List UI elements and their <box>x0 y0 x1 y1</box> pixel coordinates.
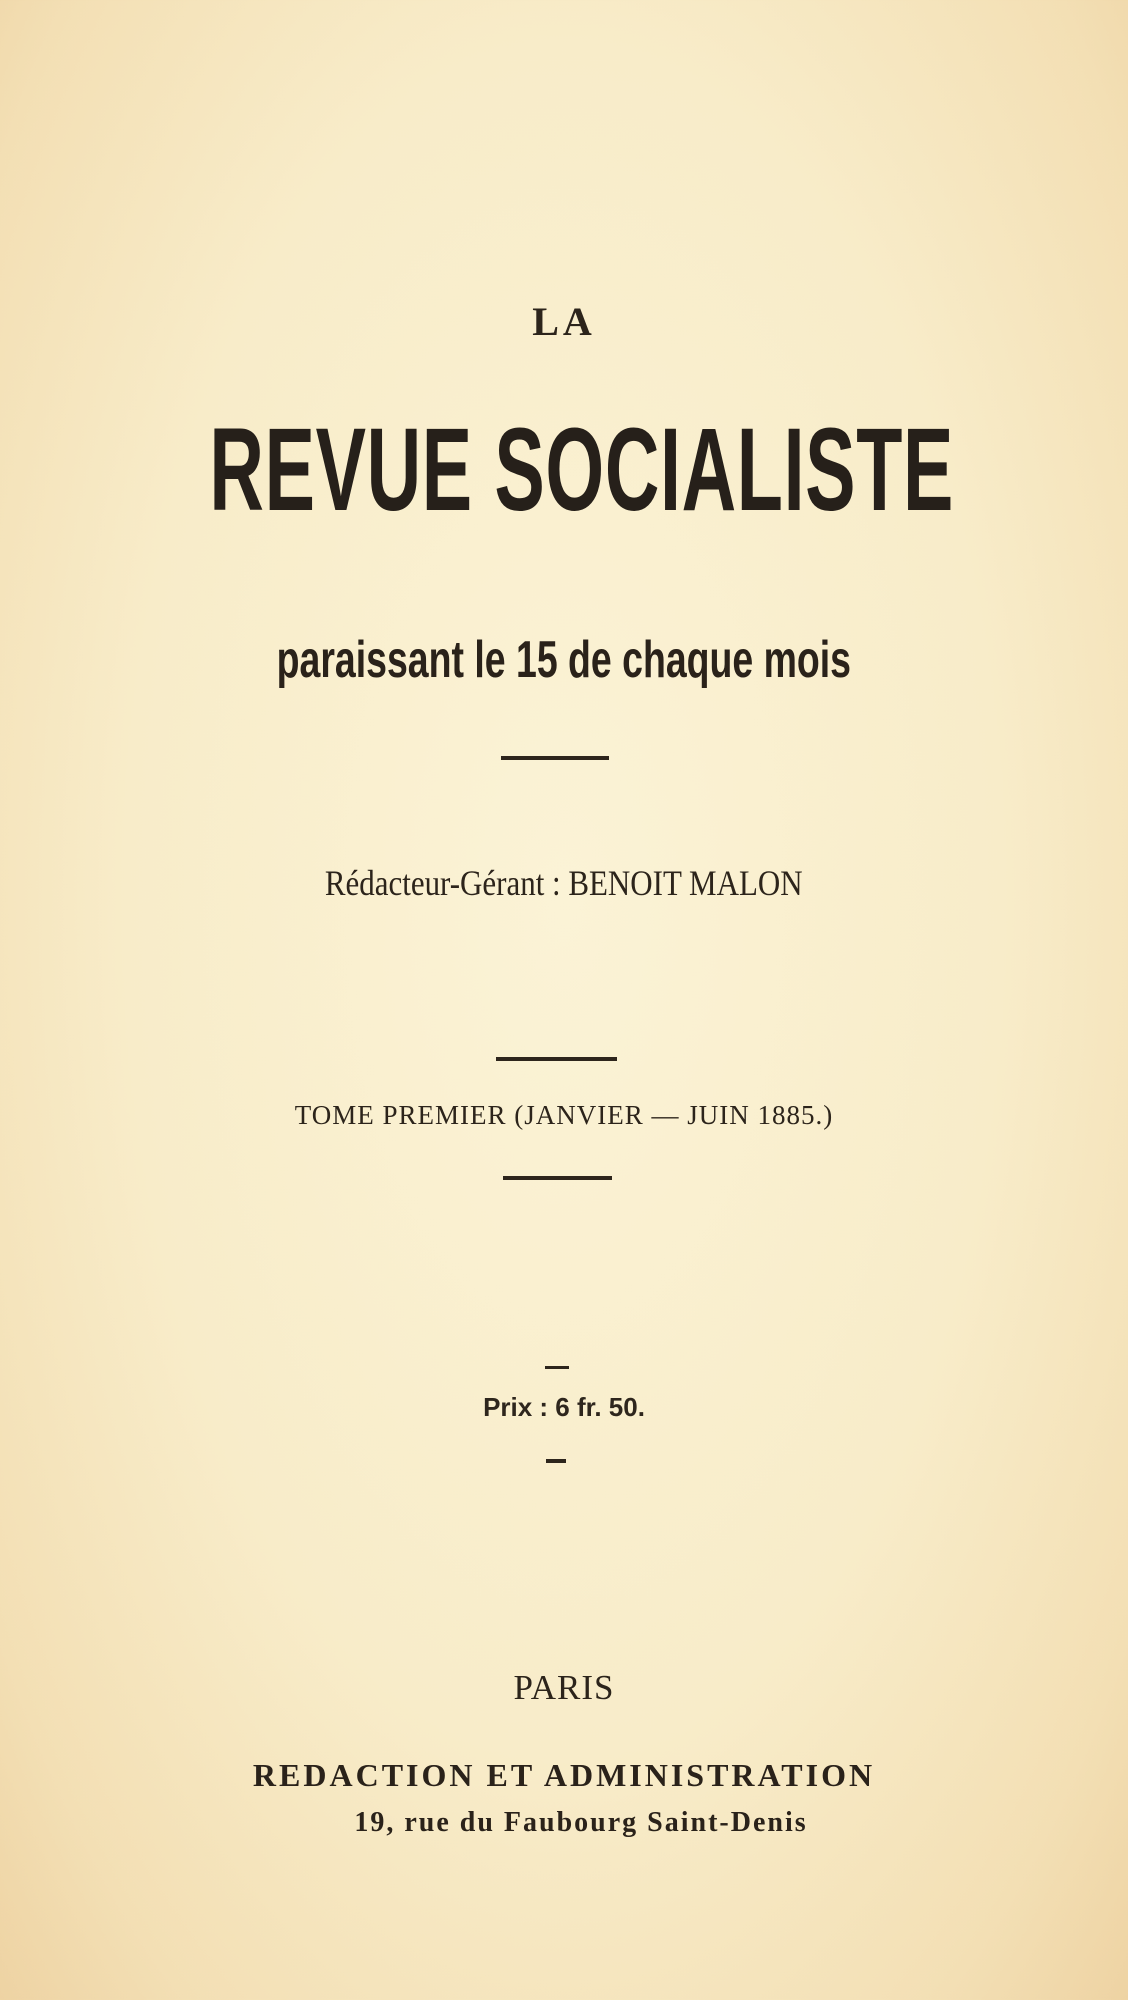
divider-rule <box>501 756 609 760</box>
divider-rule <box>503 1176 612 1180</box>
editor-line-text: Rédacteur-Gérant : BENOIT MALON <box>325 863 803 903</box>
price-line: Prix : 6 fr. 50. <box>483 1392 645 1422</box>
volume-line: TOME PREMIER (JANVIER — JUIN 1885.) <box>294 1100 834 1130</box>
imprint-office: REDACTION ET ADMINISTRATION <box>252 1757 876 1793</box>
journal-title <box>0 405 1128 535</box>
journal-title-text: REVUE SOCIALISTE <box>209 404 954 536</box>
divider-rule <box>496 1057 617 1061</box>
editor-line <box>0 862 1128 904</box>
publication-frequency <box>0 630 1128 690</box>
ornament-dash <box>545 1366 569 1369</box>
ornament-dash <box>546 1459 566 1463</box>
imprint-city: PARIS <box>513 1668 615 1707</box>
imprint-address: 19, rue du Faubourg Saint-Denis <box>354 1807 808 1838</box>
title-article: LA <box>532 299 596 344</box>
publication-frequency-text: paraissant le 15 de chaque mois <box>276 631 852 689</box>
